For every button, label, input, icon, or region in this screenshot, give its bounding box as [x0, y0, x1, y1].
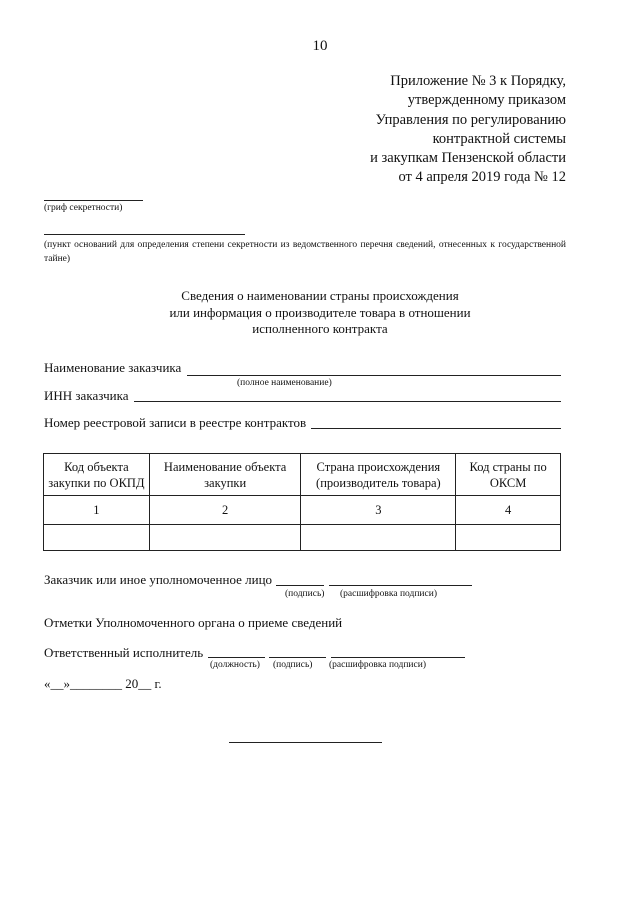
table-cell[interactable]	[301, 525, 456, 551]
table-cell[interactable]	[44, 525, 150, 551]
authority-marks-label: Отметки Уполномоченного органа о приеме сведений	[44, 615, 343, 630]
table-number-row	[44, 496, 561, 525]
secrecy-caption: (гриф секретности)	[44, 203, 123, 213]
title-line: или информация о производителе товара в отношении	[169, 304, 471, 320]
table-row	[44, 525, 561, 551]
responsible-decode-field[interactable]	[331, 657, 465, 658]
table-cell[interactable]	[149, 525, 301, 551]
registry-label: Номер реестровой записи в реестре контрактов	[44, 415, 307, 430]
inn-label: ИНН заказчика	[44, 388, 129, 403]
responsible-label: Ответственный исполнитель	[44, 645, 204, 660]
registry-field[interactable]	[311, 428, 561, 429]
document-title	[0, 288, 640, 338]
table-header-cell: Наименование объекта закупки	[149, 454, 301, 496]
responsible-signature-field[interactable]	[269, 657, 326, 658]
position-caption: (должность)	[210, 660, 260, 670]
signature-caption: (подпись)	[285, 589, 325, 599]
customer-signature-label: Заказчик или иное уполномоченное лицо	[44, 572, 273, 587]
appendix-line: утвержденному приказом	[407, 92, 566, 109]
table-header-cell: Код объекта закупки по ОКПД	[44, 454, 150, 496]
closing-divider	[229, 742, 382, 743]
secrecy-line	[44, 200, 143, 201]
appendix-line: от 4 апреля 2019 года № 12	[398, 169, 566, 186]
customer-name-field[interactable]	[187, 375, 561, 376]
signature-decode-caption: (расшифровка подписи)	[340, 589, 437, 599]
basis-caption: (пункт оснований для определения степени секретности из ведомственного перечня сведений, отнесенных к государственной тайне)	[44, 240, 566, 264]
appendix-line: контрактной системы	[432, 130, 566, 147]
appendix-line: Управления по регулированию	[375, 111, 566, 128]
table-header-row	[44, 454, 561, 496]
customer-name-caption: (полное наименование)	[237, 378, 332, 388]
table-number-cell: 3	[301, 496, 456, 525]
title-line: Сведения о наименовании страны происхождения	[181, 288, 459, 303]
customer-signature-field[interactable]	[276, 585, 324, 586]
page-number: 10	[312, 38, 328, 54]
appendix-line: и закупкам Пензенской области	[370, 150, 566, 167]
table-number-cell: 2	[149, 496, 301, 525]
appendix-line: Приложение № 3 к Порядку,	[390, 73, 566, 89]
goods-table	[43, 453, 561, 551]
appendix-header	[370, 72, 566, 188]
table-number-cell: 1	[44, 496, 150, 525]
table-number-cell: 4	[456, 496, 561, 525]
title-line: исполненного контракта	[252, 321, 388, 336]
signature-caption-2: (подпись)	[273, 660, 313, 670]
table-header-cell: Страна происхождения (производитель товара)	[301, 454, 456, 496]
basis-line	[44, 234, 245, 235]
signature-decode-caption-2: (расшифровка подписи)	[329, 660, 426, 670]
date-line[interactable]: «__»________ 20__ г.	[44, 676, 162, 691]
customer-signature-decode-field[interactable]	[329, 585, 472, 586]
position-field[interactable]	[208, 657, 265, 658]
table-header-cell: Код страны по ОКСМ	[456, 454, 561, 496]
inn-field[interactable]	[134, 401, 561, 402]
table-cell[interactable]	[456, 525, 561, 551]
customer-name-label: Наименование заказчика	[44, 360, 182, 375]
